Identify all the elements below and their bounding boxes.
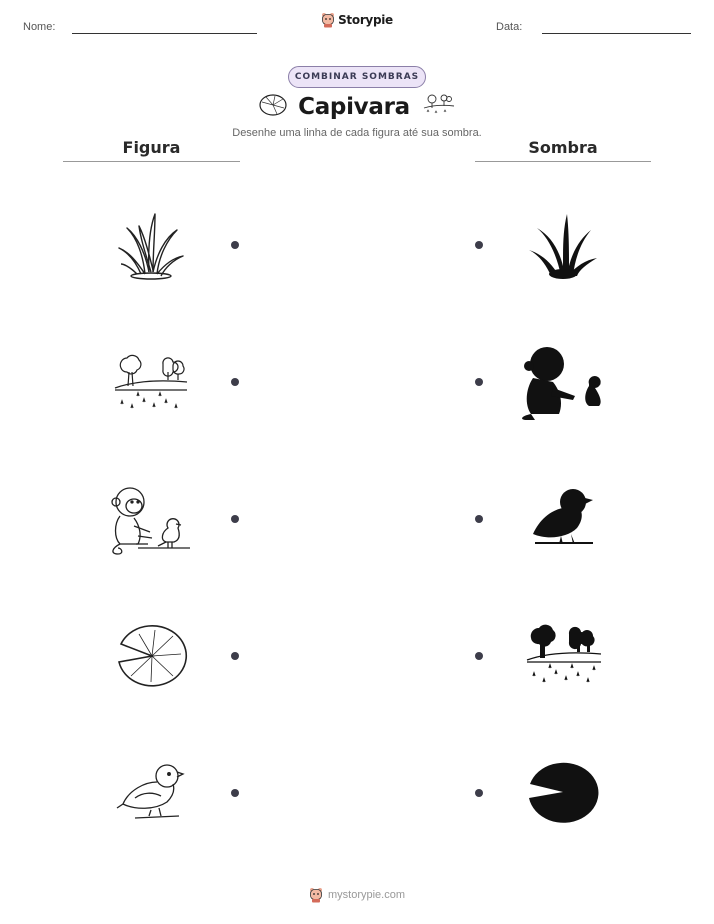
figure-dot-1[interactable] — [231, 241, 239, 249]
figure-dot-5[interactable] — [231, 789, 239, 797]
storypie-mascot-icon — [321, 12, 335, 28]
activity-badge — [288, 66, 426, 88]
bird-shadow — [529, 486, 597, 550]
landscape-small-icon — [422, 91, 456, 117]
landscape-trees-icon — [113, 350, 189, 416]
shadow-dot-5[interactable] — [475, 789, 483, 797]
activity-badge-label: COMBINAR SOMBRAS — [294, 72, 420, 82]
shadow-dot-2[interactable] — [475, 378, 483, 386]
name-line[interactable] — [72, 33, 257, 34]
figure-dot-4[interactable] — [231, 652, 239, 660]
grass-tuft-icon — [115, 210, 187, 282]
grass-tuft-shadow — [527, 210, 599, 282]
figure-dot-3[interactable] — [231, 515, 239, 523]
column-underline-left — [63, 161, 240, 162]
footer-url[interactable]: mystorypie.com — [327, 889, 406, 901]
shadow-dot-1[interactable] — [475, 241, 483, 249]
column-underline-right — [475, 161, 651, 162]
monkey-with-bird-shadow — [519, 344, 607, 420]
brand-name: Storypie — [338, 13, 393, 27]
figure-dot-2[interactable] — [231, 378, 239, 386]
footer — [0, 887, 714, 903]
bird-icon — [115, 760, 189, 826]
storypie-mascot-icon — [309, 887, 323, 903]
name-label: Nome: — [23, 21, 56, 33]
lily-pad-icon — [115, 624, 189, 688]
instructions: Desenhe uma linha de cada figura até sua sombra. — [232, 127, 482, 139]
date-line[interactable] — [542, 33, 691, 34]
monkey-with-bird-icon — [108, 482, 194, 556]
brand-logo — [0, 12, 714, 28]
page-title-text: Capivara — [298, 94, 410, 120]
shadow-dot-3[interactable] — [475, 515, 483, 523]
column-header-sombra: Sombra — [528, 138, 598, 157]
column-header-figura: Figura — [122, 138, 181, 157]
date-label: Data: — [496, 21, 523, 33]
page-title — [0, 91, 714, 120]
lily-pad-small-icon — [258, 93, 288, 117]
lily-pad-shadow — [527, 762, 599, 824]
landscape-trees-shadow — [525, 624, 603, 688]
shadow-dot-4[interactable] — [475, 652, 483, 660]
